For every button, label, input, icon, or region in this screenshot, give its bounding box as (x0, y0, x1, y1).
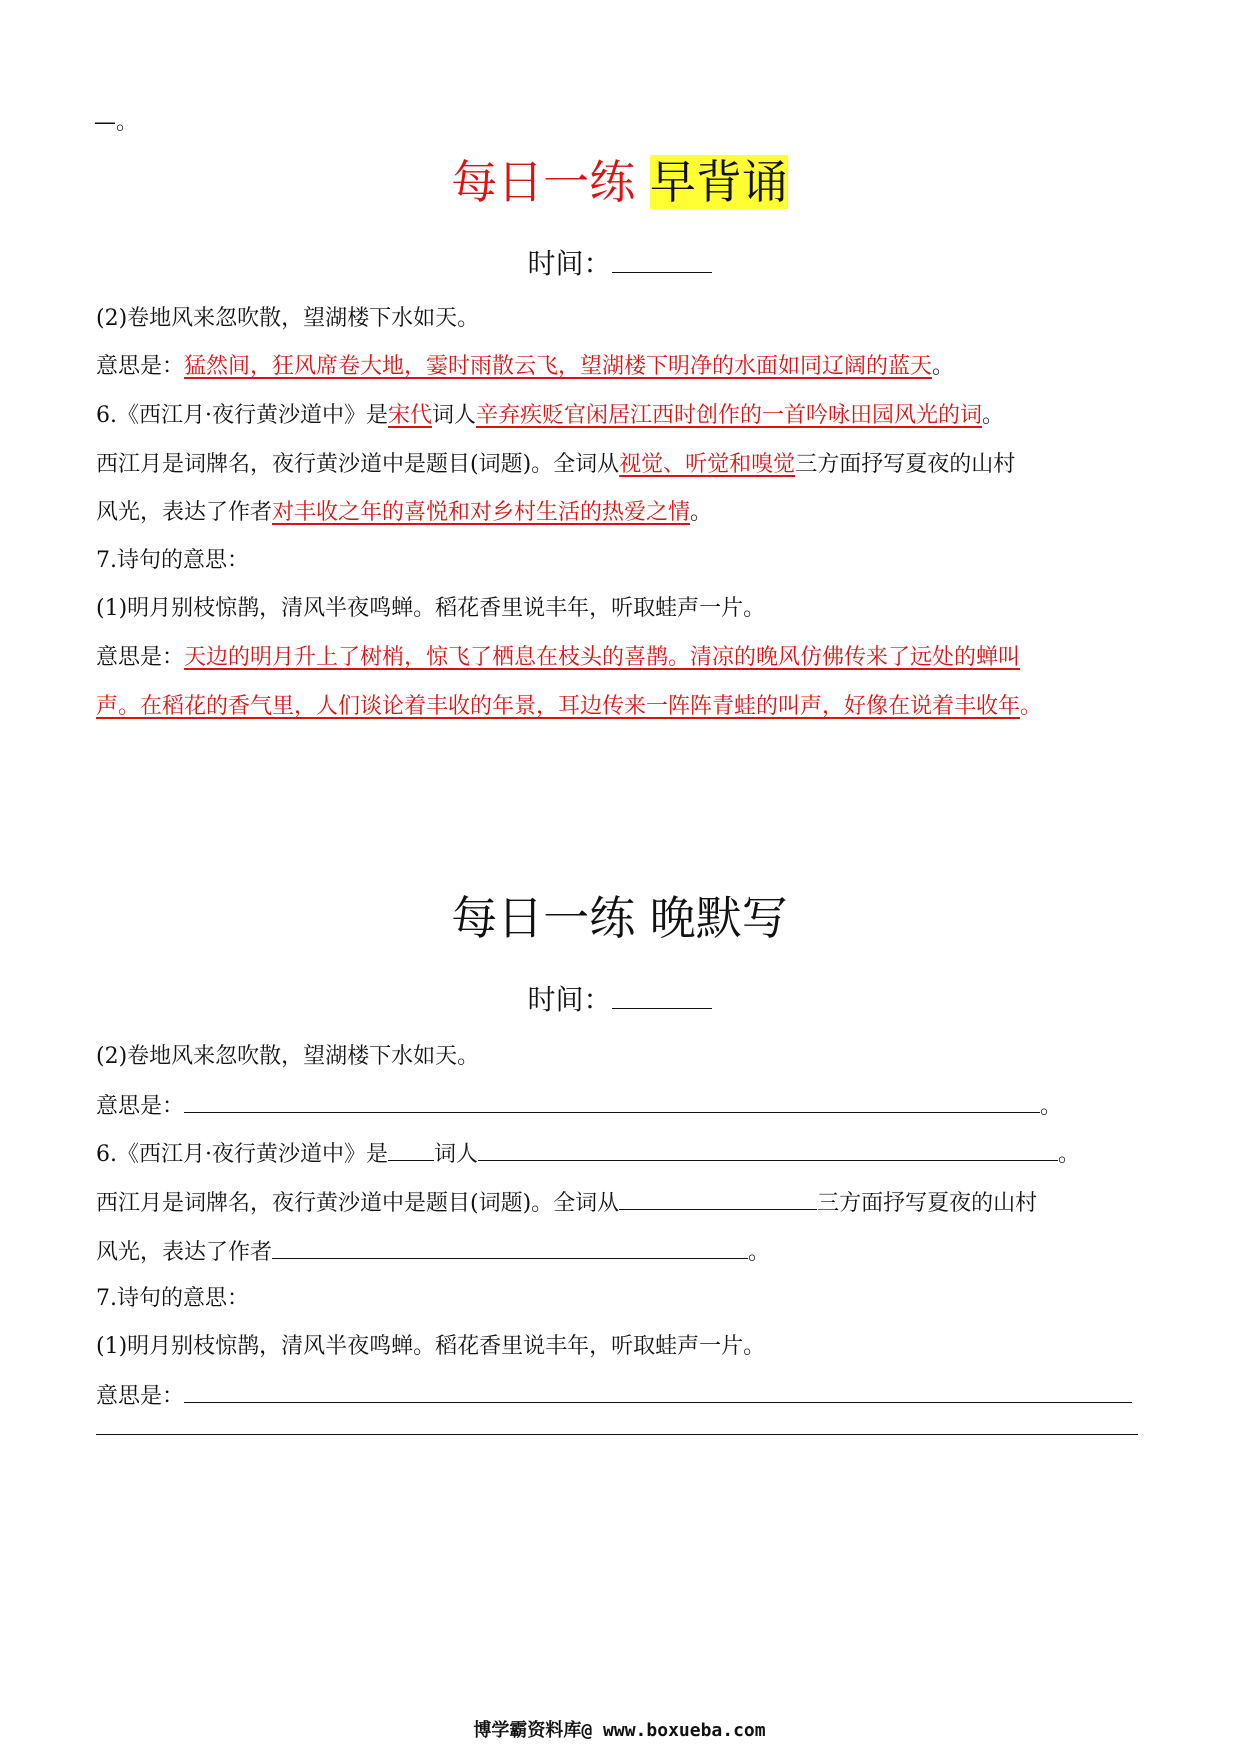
q6-emotion-blank[interactable] (272, 1236, 748, 1259)
evening-q6-line2 (96, 1187, 1037, 1219)
q6-line2-suffix: 三方面抒写夏夜的山村 (795, 452, 1016, 477)
evening-q6-line1 (96, 1138, 1080, 1170)
q6-prefix: 6.《西江月·夜行黄沙道中》是 (96, 403, 388, 428)
evening-q2-meaning (96, 1090, 1062, 1122)
morning-q2-text: (2)卷地风来忽吹散，望湖楼下水如天。 (96, 306, 480, 331)
q6-emotion: 对丰收之年的喜悦和对乡村生活的热爱之情 (272, 500, 691, 525)
evening-time-label: 时间： (527, 983, 612, 1016)
evening-time (0, 982, 1239, 1018)
evening-q7-text: (1)明月别枝惊鹊，清风半夜鸣蝉。稻花香里说丰年，听取蛙声一片。 (96, 1334, 766, 1359)
q6-line3-prefix: 风光，表达了作者 (96, 1240, 273, 1265)
q6-dynasty-blank[interactable] (388, 1138, 434, 1161)
morning-time (0, 246, 1239, 282)
q6-line3-prefix: 风光，表达了作者 (96, 500, 273, 525)
q7-answer-line1: 天边的明月升上了树梢，惊飞了栖息在枝头的喜鹊。清凉的晚风仿佛传来了远处的蝉叫 (184, 645, 1021, 670)
q7-answer-line2: 声。在稻花的香气里，人们谈论着丰收的年景，耳边传来一阵阵青蛙的叫声，好像在说着丰收年 (96, 694, 1021, 719)
morning-title (0, 152, 1239, 212)
top-fragment: —。 (94, 110, 139, 135)
morning-time-label: 时间： (527, 247, 612, 280)
q2-meaning-blank[interactable] (184, 1090, 1040, 1113)
q6-senses-blank[interactable] (619, 1187, 817, 1210)
morning-time-blank[interactable] (612, 246, 712, 273)
period: 。 (748, 1240, 771, 1265)
q6-line2-suffix: 三方面抒写夏夜的山村 (817, 1191, 1038, 1216)
footer-watermark: 博学霸资料库@ www.boxueba.com (473, 1720, 766, 1741)
q6-answer-blank[interactable] (478, 1138, 1058, 1161)
evening-q6-line3 (96, 1236, 770, 1268)
morning-title-highlight: 早背诵 (649, 155, 788, 209)
morning-title-main: 每日一练 (451, 155, 650, 209)
q6-dynasty: 宋代 (387, 403, 432, 428)
period: 。 (932, 354, 955, 379)
morning-q7-answer-2 (96, 692, 1042, 722)
q6-senses: 视觉、听觉和嗅觉 (619, 452, 796, 477)
evening-q7-label: 7.诗句的意思： (96, 1286, 249, 1311)
q6-line2-prefix: 西江月是词牌名，夜行黄沙道中是题目(词题)。全词从 (96, 1191, 620, 1216)
morning-q7-text: (1)明月别枝惊鹊，清风半夜鸣蝉。稻花香里说丰年，听取蛙声一片。 (96, 596, 766, 621)
morning-q6-line2 (96, 450, 1015, 480)
period: 。 (1020, 694, 1043, 719)
q7-meaning-blank-2[interactable] (96, 1434, 1138, 1435)
meaning-label: 意思是： (96, 354, 185, 379)
q6-line2-prefix: 西江月是词牌名，夜行黄沙道中是题目(词题)。全词从 (96, 452, 620, 477)
q6-mid: 词人 (433, 1142, 478, 1167)
evening-q2-text: (2)卷地风来忽吹散，望湖楼下水如天。 (96, 1044, 480, 1069)
morning-q7-label: 7.诗句的意思： (96, 548, 249, 573)
morning-q7-answer-1 (96, 643, 1020, 673)
q2-answer: 猛然间，狂风席卷大地，霎时雨散云飞，望湖楼下明净的水面如同辽阔的蓝天 (184, 354, 933, 379)
evening-time-blank[interactable] (612, 982, 712, 1009)
q6-answer: 辛弃疾贬官闲居江西时创作的一首吟咏田园风光的词 (476, 403, 983, 428)
q6-mid: 词人 (432, 403, 477, 428)
morning-q6-line1 (96, 401, 1004, 431)
morning-q6-line3 (96, 498, 712, 528)
q6-prefix: 6.《西江月·夜行黄沙道中》是 (96, 1142, 388, 1167)
period: 。 (1058, 1142, 1081, 1167)
morning-q2-meaning (96, 352, 954, 382)
meaning-label: 意思是： (96, 1384, 185, 1409)
period: 。 (1040, 1094, 1063, 1119)
period: 。 (982, 403, 1005, 428)
period: 。 (690, 500, 713, 525)
evening-title: 每日一练 晚默写 (451, 891, 788, 945)
q7-meaning-blank-1[interactable] (184, 1380, 1132, 1403)
meaning-label: 意思是： (96, 1094, 185, 1119)
meaning-label: 意思是： (96, 645, 185, 670)
evening-q7-meaning (96, 1380, 1132, 1412)
